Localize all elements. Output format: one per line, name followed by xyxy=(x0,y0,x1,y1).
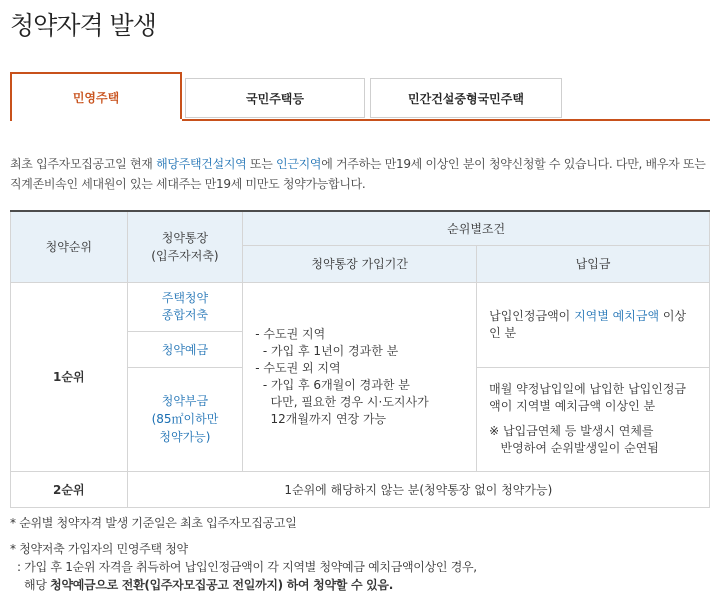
header-rank: 청약순위 xyxy=(11,211,128,282)
page-title: 청약자격 발생 xyxy=(10,11,156,40)
period-line: - 가입 후 6개월이 경과한 분 xyxy=(255,377,410,392)
footnotes xyxy=(10,514,715,594)
link-regional-deposit[interactable]: 지역별 예치금액 xyxy=(574,308,660,323)
tab-private-mid-national-housing[interactable]: 민간건설중형국민주택 xyxy=(370,78,562,118)
rank1-payment-b: 매월 약정납입일에 납입한 납입인정금액이 지역별 예치금액 이상인 분 ※ 납입금연체 등 발생시 연체를 반영하여 순위발생일이 순연됨 xyxy=(477,367,710,471)
rank1-payment-a: 납입인정금액이 지역별 예치금액 이상인 분 xyxy=(477,282,710,367)
header-conditions: 순위별조건 xyxy=(243,211,710,245)
note-base-date: * 순위별 청약자격 발생 기준일은 최초 입주자모집공고일 xyxy=(10,516,297,530)
period-line: - 수도권 외 지역 xyxy=(255,360,341,375)
header-period: 청약통장 가입기간 xyxy=(243,245,477,282)
rank2-label: 2순위 xyxy=(11,471,128,507)
note-savings-line2: 해당 청약예금으로 전환(입주자모집공고 전일까지) 하여 청약할 수 있음. xyxy=(10,578,393,592)
account-installment: 청약부금 (85㎡이하만 청약가능) xyxy=(127,367,243,471)
header-payment: 납입금 xyxy=(477,245,710,282)
tab-national-housing[interactable]: 국민주택등 xyxy=(185,78,365,118)
account-deposit: 청약예금 xyxy=(127,331,243,367)
tab-bar xyxy=(10,72,710,120)
period-line: 다만, 필요한 경우 시·도지사가 xyxy=(255,394,429,409)
overdue-note: ※ 납입금연체 등 발생시 연체를 반영하여 순위발생일이 순연됨 xyxy=(489,424,659,455)
period-line: - 가입 후 1년이 경과한 분 xyxy=(255,343,399,358)
period-line: - 수도권 지역 xyxy=(255,326,326,341)
account-housing-subscription: 주택청약 종합저축 xyxy=(127,282,243,331)
rank1-period xyxy=(243,282,477,471)
link-nearby-region[interactable]: 인근지역 xyxy=(276,157,322,171)
note-savings-line1: : 가입 후 1순위 자격을 취득하여 납입인정금액이 각 지역별 청약예금 예치금액이상인 경우, xyxy=(10,560,477,574)
eligibility-description: 최초 입주자모집공고일 현재 해당주택건설지역 또는 인근지역에 거주하는 만19세 이상인 분이 청약신청할 수 있습니다. 다만, 배우자 또는 직계존비속인 세대원이 있는 세대주는 만19세 미만도 청약가능합니다. xyxy=(10,157,706,191)
eligibility-table xyxy=(10,210,710,508)
period-line: 12개월까지 연장 가능 xyxy=(255,411,387,426)
link-region[interactable]: 해당주택건설지역 xyxy=(156,157,247,171)
header-account: 청약통장 (입주자저축) xyxy=(127,211,243,282)
rank2-text: 1순위에 해당하지 않는 분(청약통장 없이 청약가능) xyxy=(127,471,709,507)
rank1-label: 1순위 xyxy=(11,282,128,471)
tab-private-housing[interactable]: 민영주택 xyxy=(10,72,182,120)
note-savings-title: * 청약저축 가입자의 민영주택 청약 xyxy=(10,542,188,556)
